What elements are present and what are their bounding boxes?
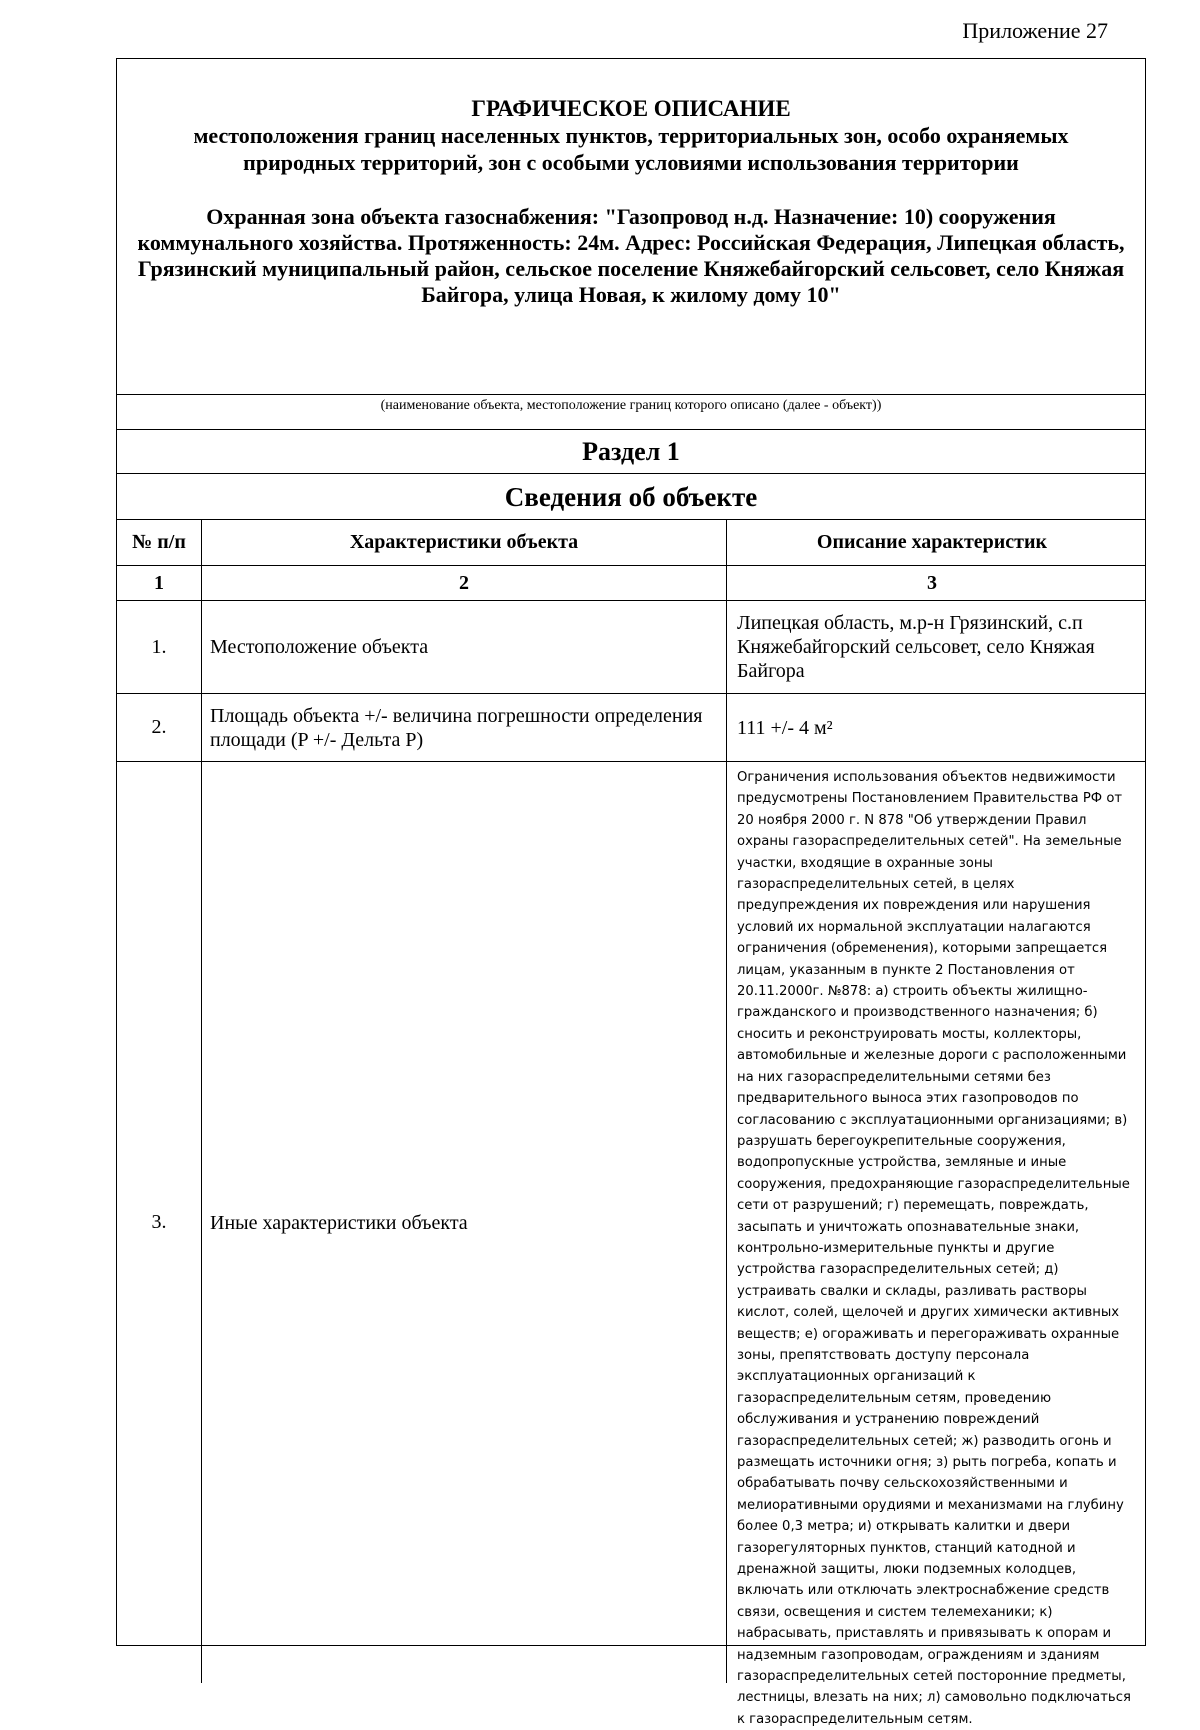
appendix-label: Приложение 27: [962, 18, 1108, 43]
row-description: Липецкая область, м.р-н Грязинский, с.п Княжебайгорский сельсовет, село Княжая Байгора: [737, 612, 1095, 682]
row-characteristic: Иные характеристики объекта: [202, 762, 727, 1683]
row-number: 1.: [117, 601, 202, 693]
table-header-row: [117, 520, 1145, 566]
header-block: [117, 95, 1145, 395]
table-column-numbers-row: [117, 566, 1145, 601]
object-name: Охранная зона объекта газоснабжения: "Газопровод н.д. Назначение: 10) сооружения коммунального хозяйства. Протяженность: 24м. Адрес: Российская Федерация, Липецкая область, Грязинский муниципальный район, сельское поселение Княжебайгорский сельсовет, село Княжая Байгора, улица Новая, к жилому дому 10": [137, 204, 1125, 307]
table-row: [117, 762, 1145, 1727]
section-label: Раздел 1: [117, 430, 1145, 474]
row-number: 2.: [117, 694, 202, 761]
object-name-caption: (наименование объекта, местоположение границ которого описано (далее - объект)): [117, 395, 1145, 430]
table-row: [117, 694, 1145, 762]
header-characteristic: Характеристики объекта: [202, 520, 727, 565]
document-frame: [116, 58, 1146, 1727]
section-title: Сведения об объекте: [117, 474, 1145, 520]
column-number: 3: [927, 571, 937, 594]
row-characteristic: Местоположение объекта: [202, 601, 727, 693]
column-number: 2: [202, 566, 727, 600]
document-subtitle: местоположения границ населенных пунктов, территориальных зон, особо охраняемых природных территорий, зон с особыми условиями использования территории: [193, 123, 1069, 175]
table-row: [117, 601, 1145, 694]
row-number: 3.: [117, 762, 202, 1683]
header-num: № п/п: [117, 520, 202, 565]
header-description: Описание характеристик: [816, 531, 1048, 553]
row-description: 111 +/- 4 м²: [737, 716, 833, 739]
row-description: Ограничения использования объектов недвижимости предусмотрены Постановлением Правительства РФ от 20 ноября 2000 г. N 878 "Об утверждении Правил охраны газораспределительных сетей". На земельные участки, входящие в охранные зоны газораспределительных сетей, в целях предупреждения их повреждения или нарушения условий их нормальной эксплуатации налагаются ограничения (обременения), которыми запрещается лицам, указанным в пункте 2 Постановления от 20.11.2000г. №878: а) строить объекты жилищно-гражданского и производственного назначения; б) сносить и реконструировать мосты, коллекторы, автомобильные и железные дороги с расположенными на них газораспределительными сетями без предварительного выноса этих газопроводов по согласованию с эксплуатационными организациями; в) разрушать берегоукрепительные сооружения, водопропускные устройства, земляные и иные сооружения, предохраняющие газораспределительные сети от разрушений; г) перемещать, повреждать, засыпать и уничтожать опознавательные знаки, контрольно-измерительные пункты и другие устройства газораспределительных сетей; д) устраивать свалки и склады, разливать растворы кислот, солей, щелочей и других химически активных веществ; е) огораживать и перегораживать охранные зоны, препятствовать доступу персонала эксплуатационных организаций к газораспределительным сетям, проведению обслуживания и устранению повреждений газораспределительных сетей; ж) разводить огонь и размещать источники огня; з) рыть погреба, копать и обрабатывать почву сельскохозяйственными и мелиоративными орудиями и механизмами на глубину более 0,3 метра; и) открывать калитки и двери газорегуляторных пунктов, станций катодной и дренажной защиты, люки подземных колодцев, включать или отключать электроснабжение средств связи, освещения и систем телемеханики; к) набрасывать, приставлять и привязывать к опорам и надземным газопроводам, ограждениям и зданиям газораспределительных сетей посторонние предметы, лестницы, влезать на них; л) самовольно подключаться к газораспределительным сетям.: [737, 770, 1131, 1727]
column-number: 1: [117, 566, 202, 600]
row-characteristic: Площадь объекта +/- величина погрешности определения площади (P +/- Дельта P): [202, 694, 727, 761]
document-title: ГРАФИЧЕСКОЕ ОПИСАНИЕ: [471, 96, 791, 121]
